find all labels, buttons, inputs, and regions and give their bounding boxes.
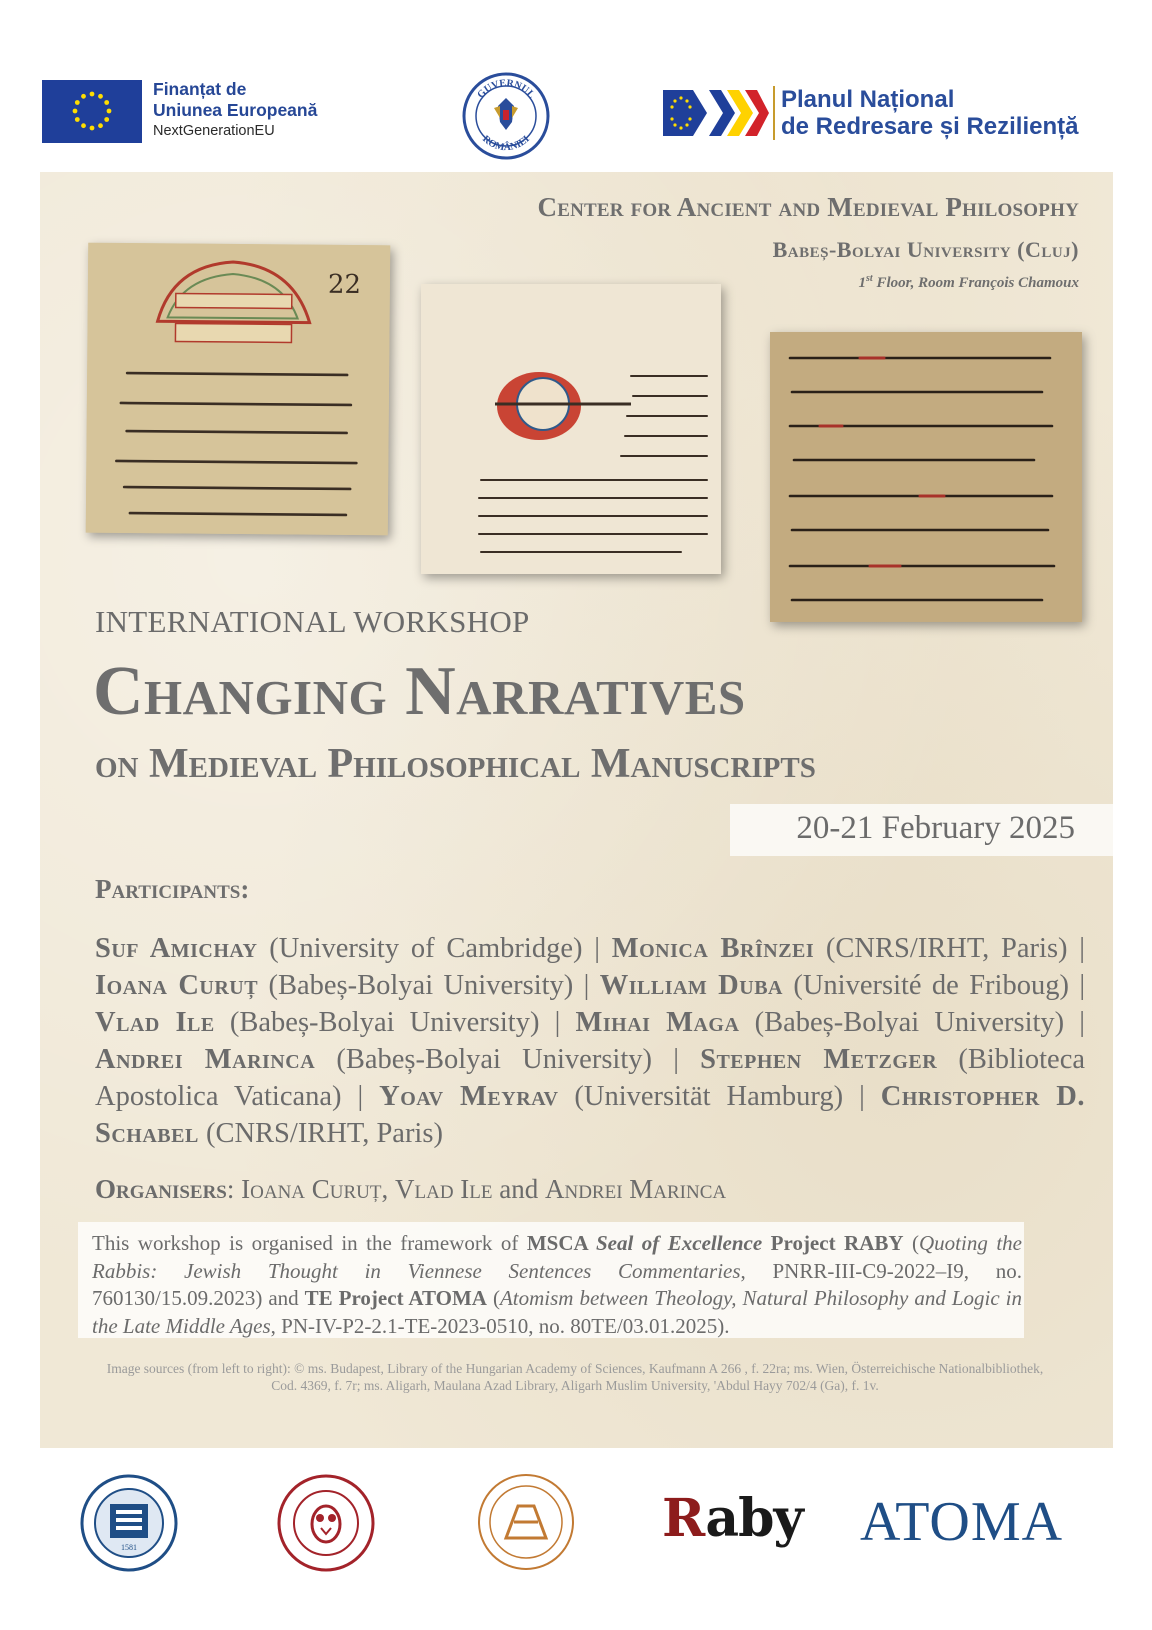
participant-affiliation: (Babeș-Bolyai University)	[336, 1044, 652, 1075]
pnrr-line-2: de Redresare și Reziliență	[781, 113, 1079, 140]
manuscript-image-latin	[421, 284, 721, 574]
participant-name: Christopher D. Schabel	[95, 1081, 1085, 1149]
history-faculty-seal-icon	[277, 1474, 375, 1572]
organisers-label: Organisers	[95, 1174, 227, 1204]
participant-affiliation: (Universität Hamburg)	[574, 1081, 844, 1112]
participant-affiliation: (Biblioteca Apostolica Vaticana)	[95, 1044, 1085, 1112]
participant-name: Stephen Metzger	[700, 1044, 938, 1075]
workshop-subtitle: on Medieval Philosophical Manuscripts	[95, 741, 816, 787]
image-sources-credit: Image sources (from left to right): © ms. Budapest, Library of the Hungarian Academy of Sciences, Kaufmann A 266 , f. 22ra; ms. Wien, Österreichische Nationalbibliothek, Cod. 4369, f. 7r; ms. Aligarh, Maulana Azad Library, Aligarh Muslim University, 'Abdul Hayy 702/4 (Ga), f. 1v.	[106, 1361, 1044, 1393]
funding-logos-bar	[0, 0, 1152, 172]
venue-block	[538, 192, 1079, 292]
pnrr-arrows-icon	[663, 86, 769, 140]
date-banner	[730, 804, 1113, 856]
funding-text: , PNRR-III-C9-2022–I9, no. 760130/15.09.2023) and	[92, 1258, 1022, 1310]
participant-separator: |	[1068, 970, 1086, 1001]
organiser-name: Andrei Marinca	[544, 1174, 727, 1204]
participant-name: William Duba	[599, 970, 783, 1001]
university-name: Babeș-Bolyai University (Cluj)	[772, 237, 1079, 262]
participants-list	[95, 930, 1085, 1152]
raby-logo-initial: R	[662, 1488, 706, 1549]
participant-affiliation: (Babeș-Bolyai University)	[754, 1007, 1065, 1038]
participant-affiliation: (Université de Friboug)	[793, 970, 1069, 1001]
raby-logo-rest: aby	[705, 1488, 803, 1549]
pnrr-divider	[773, 86, 775, 140]
eu-funding-text	[153, 79, 317, 141]
funding-note-box	[78, 1222, 1024, 1338]
participant-affiliation: (CNRS/IRHT, Paris)	[205, 1118, 443, 1149]
organisers-line	[95, 1174, 726, 1205]
participant-name: Mihai Maga	[575, 1007, 740, 1038]
funding-bold: Project RABY	[762, 1231, 904, 1255]
eu-line-1: Finanțat de	[153, 79, 247, 99]
center-name: Center for Ancient and Medieval Philosophy	[537, 192, 1079, 222]
manuscript-image-arabic	[770, 332, 1082, 622]
participant-affiliation: (Babeș-Bolyai University)	[229, 1007, 540, 1038]
participant-separator: |	[1067, 933, 1085, 964]
manuscript-image-hebrew	[86, 243, 391, 536]
participants-heading: Participants:	[95, 874, 250, 904]
seal-text-bottom: ROMÂNIEI	[480, 133, 532, 154]
floor-ordinal: st	[866, 273, 873, 284]
participant-name: Vlad Ile	[95, 1007, 215, 1038]
participant-affiliation: (University of Cambridge)	[269, 933, 583, 964]
funding-text: This workshop is organised in the framework of	[92, 1231, 527, 1255]
ms1-folio-number: 22	[327, 269, 362, 301]
partner-logos-bar	[0, 1448, 1152, 1630]
funding-bold-italic: Seal of Excellence	[595, 1231, 763, 1255]
participant-separator: |	[651, 1044, 701, 1075]
participant-name: Suf Amichay	[95, 933, 258, 964]
participant-separator: |	[582, 933, 612, 964]
pnrr-line-1: Planul Național	[781, 86, 955, 113]
ubb-seal-year: 1581	[121, 1543, 137, 1552]
seal-text-top: GUVERNUL	[475, 77, 537, 101]
organiser-and: and	[492, 1174, 545, 1204]
eu-flag-icon	[42, 80, 142, 143]
participant-separator: |	[341, 1081, 380, 1112]
funding-text: (	[903, 1231, 920, 1255]
participant-name: Andrei Marinca	[95, 1044, 316, 1075]
participant-name: Yoav Meyrav	[379, 1081, 559, 1112]
pnrr-text	[781, 86, 1078, 140]
funding-italic: Atomism between Theology, Natural Philosophy and Logic in the Late Middle Ages	[92, 1286, 1023, 1338]
atoma-project-logo: ATOMA	[860, 1491, 1064, 1553]
participant-affiliation: (Babeș-Bolyai University)	[268, 970, 574, 1001]
participant-separator: |	[539, 1007, 576, 1038]
participant-separator: |	[1064, 1007, 1086, 1038]
participant-name: Monica Brînzei	[611, 933, 815, 964]
workshop-date: 20-21 February 2025	[796, 810, 1075, 846]
funding-text: (	[486, 1286, 500, 1310]
ubb-university-seal-icon	[80, 1474, 178, 1572]
poster-body	[40, 172, 1113, 1448]
organisers-colon: :	[226, 1174, 242, 1204]
organiser-name: Ioana Curuț	[241, 1174, 382, 1204]
funding-note	[92, 1230, 1022, 1340]
participant-affiliation: (CNRS/IRHT, Paris)	[825, 933, 1068, 964]
eu-line-3: NextGenerationEU	[153, 123, 275, 139]
organiser-separator: ,	[381, 1174, 395, 1204]
participant-separator: |	[573, 970, 600, 1001]
funding-italic: Quoting the Rabbis: Jewish Thought in Viennese Sentences Commentaries	[92, 1231, 1022, 1283]
participant-name: Ioana Curuț	[95, 970, 259, 1001]
workshop-title: Changing Narratives	[93, 653, 746, 730]
funding-text: , PN-IV-P2-2.1-TE-2023-0510, no. 80TE/03.01.2025).	[270, 1313, 730, 1338]
room-text: Floor, Room François Chamoux	[872, 275, 1079, 291]
government-seal-icon	[462, 72, 550, 160]
eu-line-2: Uniunea Europeană	[153, 100, 318, 120]
workshop-label: INTERNATIONAL WORKSHOP	[95, 604, 530, 639]
philosophy-society-seal-icon	[476, 1472, 576, 1572]
raby-project-logo	[662, 1488, 803, 1549]
funding-bold: MSCA	[526, 1231, 596, 1255]
participant-separator: |	[843, 1081, 881, 1112]
funding-bold: TE Project ATOMA	[304, 1286, 487, 1310]
floor-number: 1	[858, 275, 867, 291]
organiser-name: Vlad Ile	[395, 1174, 493, 1204]
